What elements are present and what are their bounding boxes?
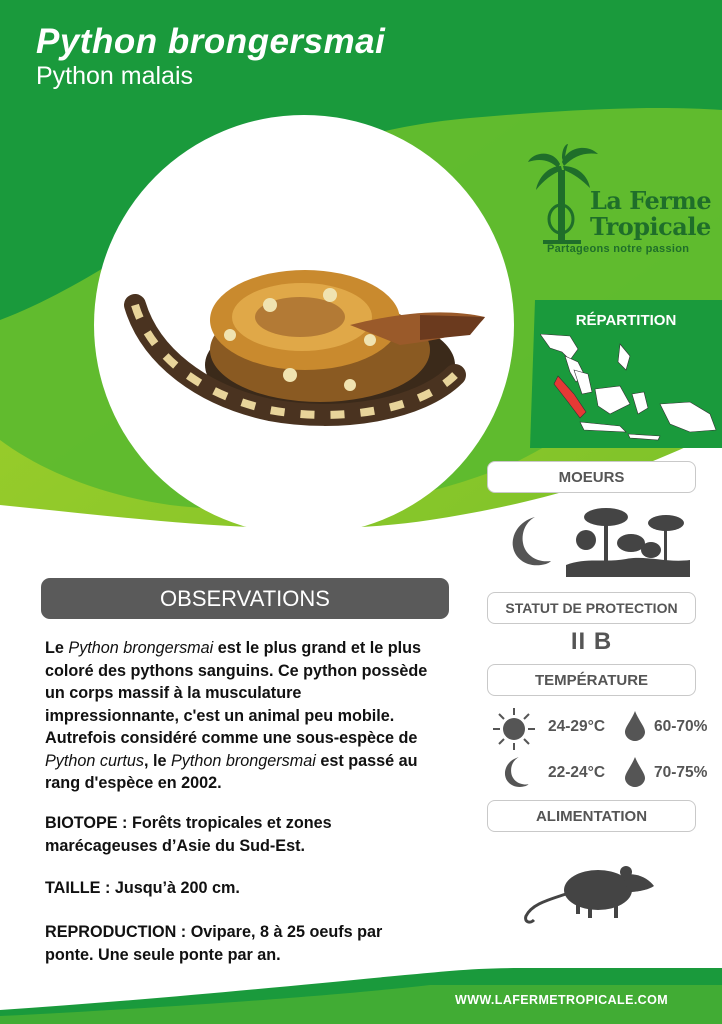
protection-status-value: II B — [570, 628, 613, 655]
logo-brand-line1: La Ferme — [590, 186, 712, 215]
repartition-label: RÉPARTITION — [575, 312, 677, 329]
biotope-paragraph — [45, 812, 430, 857]
reproduction-paragraph — [45, 921, 430, 966]
logo-brand-line2: Tropicale — [590, 212, 711, 241]
protection-status-label: STATUT DE PROTECTION — [487, 592, 696, 624]
species-name: Python curtus — [45, 751, 144, 770]
distribution-map — [540, 334, 718, 446]
humidity-drop-icon — [625, 711, 645, 741]
alimentation-label: ALIMENTATION — [487, 800, 696, 832]
night-moon-icon — [500, 756, 530, 788]
biotope-text: Forêts tropicales et zones marécageuses d’Asie du Sud-Est. — [45, 814, 332, 855]
reproduction-text: Ovipare, 8 à 25 oeufs par ponte. Une seule ponte par an. — [45, 923, 383, 964]
moeurs-label: MOEURS — [487, 461, 696, 493]
desc-part: Le — [45, 639, 69, 657]
day-temperature: 24-29°C — [548, 718, 606, 735]
taille-paragraph — [45, 877, 430, 900]
taille-text: Jusqu’à 200 cm. — [110, 879, 240, 897]
desc-part: est passé au rang d'espèce en 2002. — [45, 751, 418, 792]
observations-header: OBSERVATIONS — [41, 578, 449, 619]
desc-part: , le — [143, 751, 171, 770]
nocturnal-moon-icon — [505, 515, 553, 567]
species-title: Python brongersmai — [36, 22, 386, 61]
observations-description — [45, 637, 430, 795]
night-humidity-drop-icon — [625, 757, 645, 787]
biotope-label: BIOTOPE : — [45, 814, 128, 832]
species-name: Python brongersmai — [68, 639, 214, 657]
logo-tagline: Partageons notre passion — [547, 243, 690, 255]
night-temperature: 22-24°C — [548, 764, 606, 781]
species-common-name: Python malais — [36, 62, 194, 90]
sun-icon — [492, 707, 536, 751]
taille-label: TAILLE : — [45, 879, 111, 897]
species-name: Python brongersmai — [170, 751, 316, 770]
reproduction-label: REPRODUCTION : — [45, 923, 187, 941]
python-photo — [120, 245, 490, 440]
rat-icon — [518, 860, 658, 928]
desc-part: est le plus grand et le plus coloré des pythons sanguins. Ce python possède un corps massif à la musculature impressionnante, c'est un animal peu mobile. Autrefois considéré comme une sous-espèce de — [45, 639, 428, 747]
day-humidity: 60-70% — [654, 718, 708, 735]
night-humidity: 70-75% — [654, 764, 708, 781]
temperature-label: TEMPÉRATURE — [487, 664, 696, 696]
website-link[interactable]: WWW.LAFERMETROPICALE.COM — [455, 993, 669, 1007]
forest-icon — [566, 505, 690, 577]
